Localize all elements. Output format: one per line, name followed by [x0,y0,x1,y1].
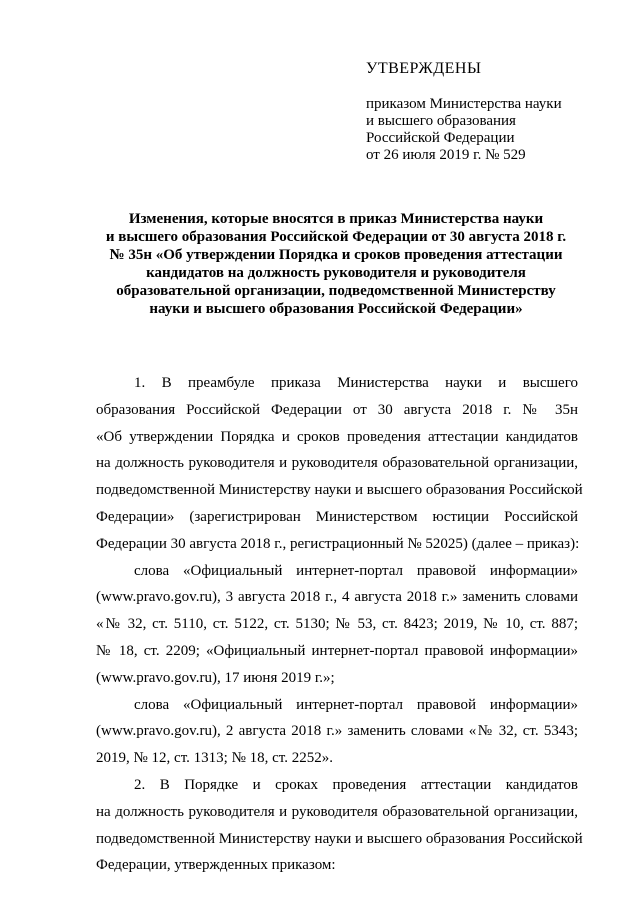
approval-line: Российской Федерации [366,130,515,146]
paragraph-1-line: «Об утверждении Порядка и сроков проведения аттестации кандидатов [96,428,578,445]
approval-line: и высшего образования [366,113,516,129]
paragraph-4-line: подведомственной Министерству науки и высшего образования Российской [96,830,583,847]
heading-line: и высшего образования Российской Федерации от 30 августа 2018 г. [105,229,567,245]
paragraph-2-line: «№ 32, ст. 5110, ст. 5122, ст. 5130; № 53, ст. 8423; 2019, № 10, ст. 887; [96,616,578,633]
document-heading [96,210,576,318]
paragraph-2-line: слова «Официальный интернет-портал правовой информации» [134,562,578,579]
paragraph-3-line: слова «Официальный интернет-портал правовой информации» [134,696,578,713]
paragraph-2-line: (www.pravo.gov.ru), 3 августа 2018 г., 4 августа 2018 г.» заменить словами [96,589,578,606]
paragraph-4-line: 2. В Порядке и сроках проведения аттестации кандидатов [134,776,578,793]
heading-line: образовательной организации, подведомственной Министерству [116,283,556,299]
heading-line: № 35н «Об утверждении Порядка и сроков проведения аттестации [109,247,563,263]
approval-block [366,96,562,164]
paragraph-4-line: Федерации, утвержденных приказом: [96,857,336,874]
document-body [96,370,583,879]
paragraph-1-line: Федерации» (зарегистрирован Министерством юстиции Российской [96,508,578,525]
approval-line: от 26 июля 2019 г. № 529 [366,147,526,163]
heading-line: Изменения, которые вносятся в приказ Министерства науки [128,211,544,227]
paragraph-2-line: (www.pravo.gov.ru), 17 июня 2019 г.»; [96,669,335,686]
paragraph-1-line: подведомственной Министерству науки и высшего образования Российской [96,482,583,499]
heading-line: кандидатов на должность руководителя и руководителя [146,265,526,281]
paragraph-2-line: № 18, ст. 2209; «Официальный интернет-портал правовой информации» [96,642,578,659]
paragraph-4-line: на должность руководителя и руководителя образовательной организации, [96,803,578,820]
paragraph-1-line: на должность руководителя и руководителя образовательной организации, [96,455,578,472]
paragraph-1-line: Федерации 30 августа 2018 г., регистрационный № 52025) (далее – приказ): [96,535,580,552]
approval-line: приказом Министерства науки [366,96,562,112]
heading-line: науки и высшего образования Российской Федерации» [149,301,523,317]
paragraph-1-line: 1. В преамбуле приказа Министерства науки и высшего [134,375,578,391]
paragraph-1-line: образования Российской Федерации от 30 августа 2018 г. № 35н [96,401,578,418]
paragraph-3-line: (www.pravo.gov.ru), 2 августа 2018 г.» заменить словами «№ 32, ст. 5343; [96,723,578,740]
approval-title: УТВЕРЖДЕНЫ [366,60,482,77]
paragraph-3-line: 2019, № 12, ст. 1313; № 18, ст. 2252». [96,750,333,767]
